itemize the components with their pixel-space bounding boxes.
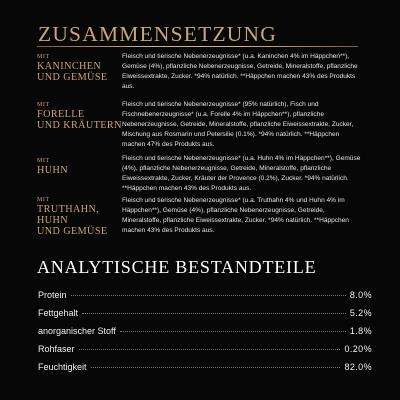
analysis-value: 0.20% [344, 344, 372, 354]
analysis-value: 82.0% [344, 362, 372, 372]
title-divider [37, 46, 358, 47]
analysis-label: Rohfaser [38, 344, 75, 354]
analysis-table [38, 290, 372, 380]
composition-title: ZUSAMMENSETZUNG [38, 22, 277, 46]
analysis-value: 5.2% [349, 308, 372, 318]
variety-prefix: MIT [37, 158, 50, 164]
analysis-label: Fettgehalt [38, 308, 79, 318]
dot-leader [91, 367, 341, 368]
analysis-title: ANALYTISCHE BESTANDTEILE [37, 257, 317, 277]
dot-leader [82, 313, 346, 314]
dot-leader [79, 349, 341, 350]
variety-prefix: MIT [37, 54, 50, 60]
variety-name: KANINCHEN UND GEMÜSE [37, 61, 108, 83]
analysis-row-rohfaser [38, 344, 372, 362]
analysis-row-feuchtigkeit [38, 362, 372, 380]
variety-label-huhn [37, 157, 122, 176]
analysis-label: anorganischer Stoff [38, 326, 116, 336]
variety-label-truthahn [37, 196, 122, 237]
analysis-value: 8.0% [349, 290, 372, 300]
variety-composition-kaninchen: Fleisch und tierische Nebenerzeugnisse* (u.a. Kaninchen 4% im Häppchen**), Gemüse (4%), pflanzliche Nebenerzeugnisse, Getreide, Mineralstoffe, pflanzliche Eiweissextrakte, Zucker. *94% natürlich. **Häppchen machen 43% des Produkts aus. [122, 53, 358, 90]
variety-composition-truthahn: Fleisch und tierische Nebenerzeugnisse* (u.a. Truthahn 4% und Huhn 4% im Häppchen**), Gemüse (4%), pflanzliche Nebenerzeugnisse, Getreide, Mineralstoffe, pflanzliche Eiweissextrakte, Zucker. *94% natürlich. **Häppchen machen 43% des Produkts aus. [122, 197, 349, 234]
analysis-value: 1.8% [349, 326, 372, 336]
analysis-label: Feuchtigkeit [38, 362, 87, 372]
analysis-row-fettgehalt [38, 308, 372, 326]
dot-leader [71, 295, 346, 296]
variety-prefix: MIT [37, 102, 50, 108]
analysis-row-anorganischer-stoff [38, 326, 372, 344]
analysis-label: Protein [38, 290, 67, 300]
variety-composition-huhn: Fleisch und tierische Nebenerzeugnisse* (u.a. Huhn 4% im Häppchen**), Gemüse (4%), pflanzliche Nebenerzeugnisse, Getreide, Mineralstoffe, pflanzliche Eiweissextrakte, Zucker, Kräuter der Provence (0.2%), Zucker. *94% natürlich. **Häppchen machen 43% des Produkts aus. [122, 155, 361, 192]
variety-name: FORELLE UND KRÄUTERN [37, 109, 122, 131]
variety-prefix: MIT [37, 197, 50, 203]
analysis-row-protein [38, 290, 372, 308]
variety-label-kaninchen [37, 53, 122, 83]
variety-label-forelle [37, 101, 122, 131]
variety-composition-forelle: Fleisch und tierische Nebenerzeugnisse* (95% natürlich), Fisch und Fischnebenerzeugnisse* (u.a. Forelle 4% im Häppchen**), pflanzliche Nebenerzeugnisse, Getreide, Mineralstoffe, pflanzliche Eiweissextrakte, Zucker, Mischung aus Rosmarin und Petersilie (0.1%). *94% natürlich. **Häppchen machen 47% des Produkts aus. [122, 101, 354, 148]
variety-name: HUHN [37, 165, 69, 176]
variety-name: TRUTHAHN, HUHN UND GEMÜSE [37, 204, 108, 237]
dot-leader [120, 331, 346, 332]
